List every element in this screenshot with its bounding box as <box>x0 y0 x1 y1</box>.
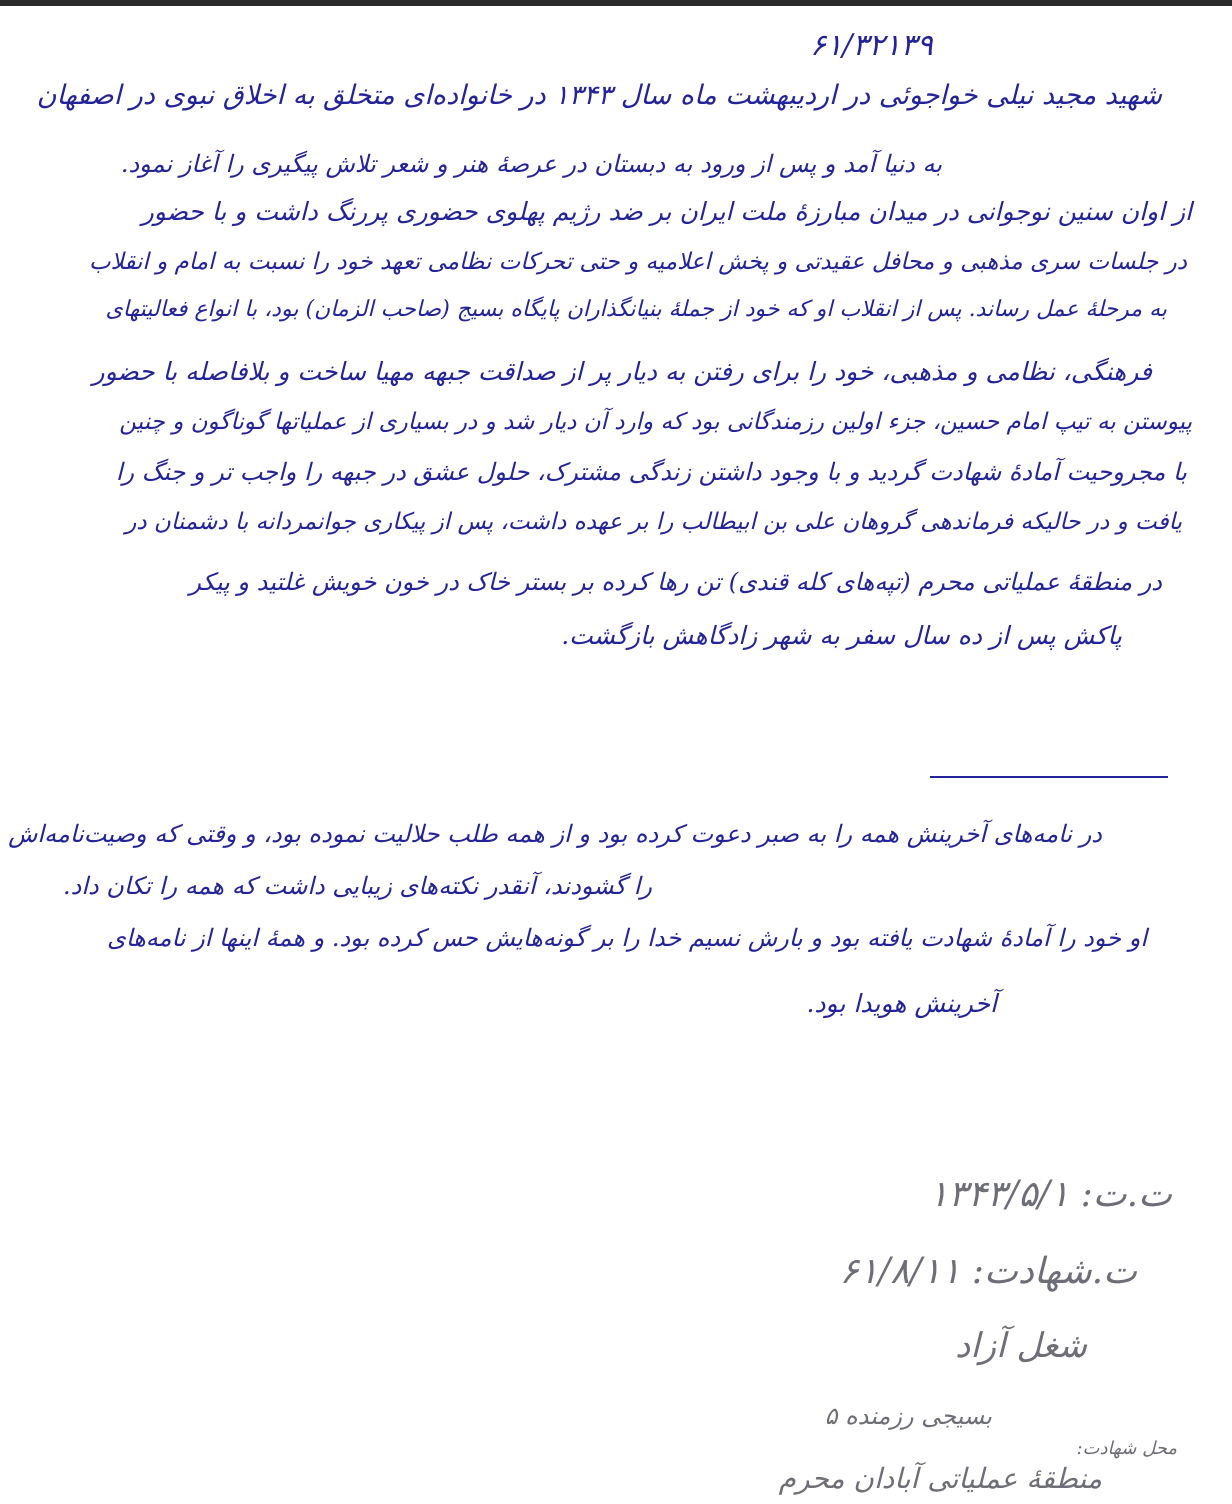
biography-line: در جلسات سری مذهبی و محافل عقیدتی و پخش اعلامیه و حتی تحرکات نظامی تعهد خود را نسبت به امام و انقلاب <box>88 249 1187 275</box>
occupation: شغل آزاد <box>955 1326 1087 1366</box>
document-number: ۶۱/۳۲۱۳۹ <box>810 28 933 63</box>
letters-line: را گشودند، آنقدر نکته‌های زیبایی داشت که همه را تکان داد. <box>63 872 652 900</box>
martyrdom-date: ت.شهادت: ۶۱/۸/۱۱ <box>839 1251 1137 1292</box>
biography-line: پیوستن به تیپ امام حسین، جزء اولین رزمندگانی بود که وارد آن دیار شد و در بسیاری از عملیاتها گوناگون و چنین <box>119 409 1192 435</box>
biography-line: از اوان سنین نوجوانی در میدان مبارزهٔ ملت ایران بر ضد رژیم پهلوی حضوری پررنگ داشت و با حضور <box>141 197 1192 226</box>
martyrdom-place: منطقهٔ عملیاتی آبادان محرم <box>778 1462 1102 1495</box>
biography-line: به دنیا آمد و پس از ورود به دبستان در عرصهٔ هنر و شعر تلاش پیگیری را آغاز نمود. <box>120 150 942 178</box>
letters-line: در نامه‌های آخرینش همه را به صبر دعوت کرده بود و از همه طلب حلالیت نموده بود، و وقتی که وصیت‌نامه‌اش <box>8 820 1102 848</box>
place-label: محل شهادت: <box>1076 1438 1177 1459</box>
handwritten-page <box>0 6 1232 1504</box>
biography-line: شهید مجید نیلی خواجوئی در اردیبهشت ماه سال ۱۳۴۳ در خانواده‌ای متخلق به اخلاق نبوی در اصفهان <box>36 80 1162 111</box>
biography-line: فرهنگی، نظامی و مذهبی، خود را برای رفتن به دیار پر از صداقت جبهه مهیا ساخت و بلافاصله با حضور <box>92 357 1152 386</box>
biography-line: پاکش پس از ده سال سفر به شهر زادگاهش بازگشت. <box>561 621 1122 650</box>
letters-line: آخرینش هویدا بود. <box>806 989 997 1018</box>
letters-line: او خود را آمادهٔ شهادت یافته بود و بارش نسیم خدا را بر گونه‌هایش حس کرده بود. و همهٔ اینها از نامه‌های <box>107 924 1147 952</box>
biography-line: به مرحلهٔ عمل رساند. پس از انقلاب او که خود از جملهٔ بنیانگذاران پایگاه بسیج (صاحب الزمان) بود، با انواع فعالیتهای <box>105 297 1167 322</box>
biography-line: در منطقهٔ عملیاتی محرم (تپه‌های کله قندی) تن رها کرده بر بستر خاک در خون خویش غلتید و پیکر <box>189 568 1162 596</box>
biography-line: با مجروحیت آمادهٔ شهادت گردید و با وجود داشتن زندگی مشترک، حلول عشق در جبهه را واجب تر و جنگ را <box>115 458 1187 486</box>
rank: بسیجی رزمنده ۵ <box>824 1402 992 1430</box>
section-divider <box>930 776 1168 778</box>
biography-line: یافت و در حالیکه فرماندهی گروهان علی بن ابیطالب را بر عهده داشت، پس از پیکاری جوانمردانه با دشمنان در <box>125 509 1182 535</box>
birth-date: ت.ت: ۱۳۴۳/۵/۱ <box>928 1174 1172 1215</box>
